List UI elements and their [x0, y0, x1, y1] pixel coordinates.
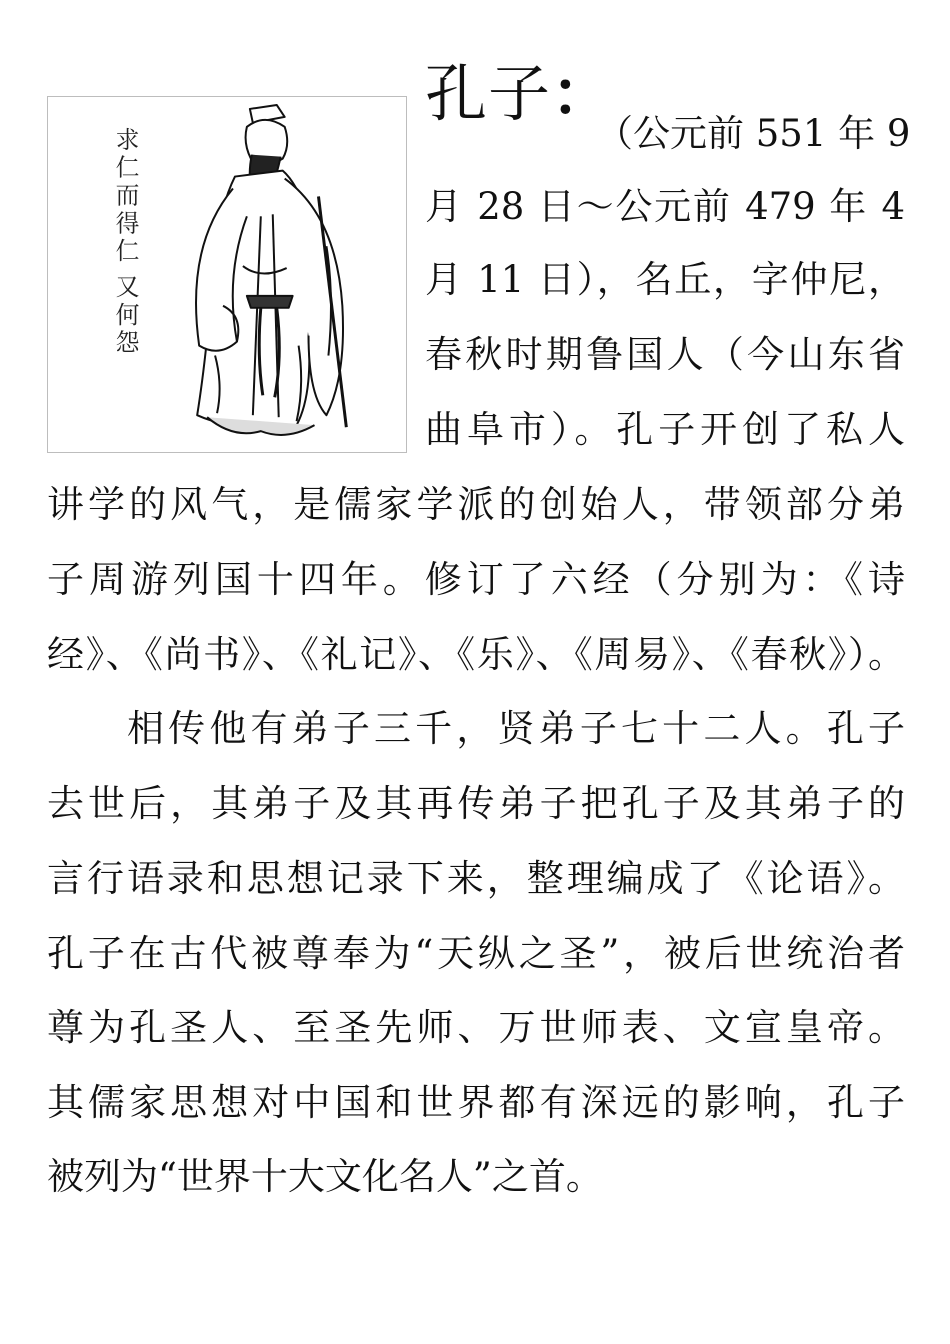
paragraph-2-line: 孔子在古代被尊奉为“天纵之圣”，被后世统治者 [47, 932, 905, 975]
paragraph-2-line: 去世后，其弟子及其再传弟子把孔子及其弟子的 [47, 782, 905, 825]
intro-line: 月 11 日），名丘，字仲尼， [425, 258, 905, 301]
intro-line: 春秋时期鲁国人（今山东省 [425, 333, 905, 376]
confucius-portrait-illustration [48, 97, 406, 452]
paragraph-2-line: 言行语录和思想记录下来，整理编成了《论语》。 [47, 857, 905, 900]
heading-name: 孔子 [425, 57, 552, 130]
intro-line: 月 28 日～公元前 479 年 4 [425, 185, 905, 228]
paragraph-2-line: 被列为“世界十大文化名人”之首。 [47, 1155, 603, 1198]
paragraph-2-line: 其儒家思想对中国和世界都有深远的影响，孔子 [47, 1081, 905, 1124]
paragraph-1-line: 经》、《尚书》、《礼记》、《乐》、《周易》、《春秋》）。 [47, 633, 905, 676]
paragraph-1-line: 子周游列国十四年。修订了六经（分别为：《诗 [47, 558, 905, 601]
heading [425, 58, 614, 130]
paragraph-2-line: 相传他有弟子三千，贤弟子七十二人。孔子 [127, 707, 905, 750]
confucius-portrait [47, 96, 407, 453]
calligraphy-column-2: 又何怨 [111, 274, 140, 358]
paragraph-2-line: 尊为孔圣人、至圣先师、万世师表、文宣皇帝。 [47, 1006, 905, 1049]
heading-colon: ： [551, 57, 615, 130]
intro-line: （公元前 551 年 9 [596, 112, 911, 155]
paragraph-1-line: 讲学的风气，是儒家学派的创始人，带领部分弟 [47, 483, 905, 526]
intro-line: 曲阜市）。孔子开创了私人 [425, 408, 905, 451]
calligraphy-column-1: 求仁而得仁 [111, 126, 140, 267]
